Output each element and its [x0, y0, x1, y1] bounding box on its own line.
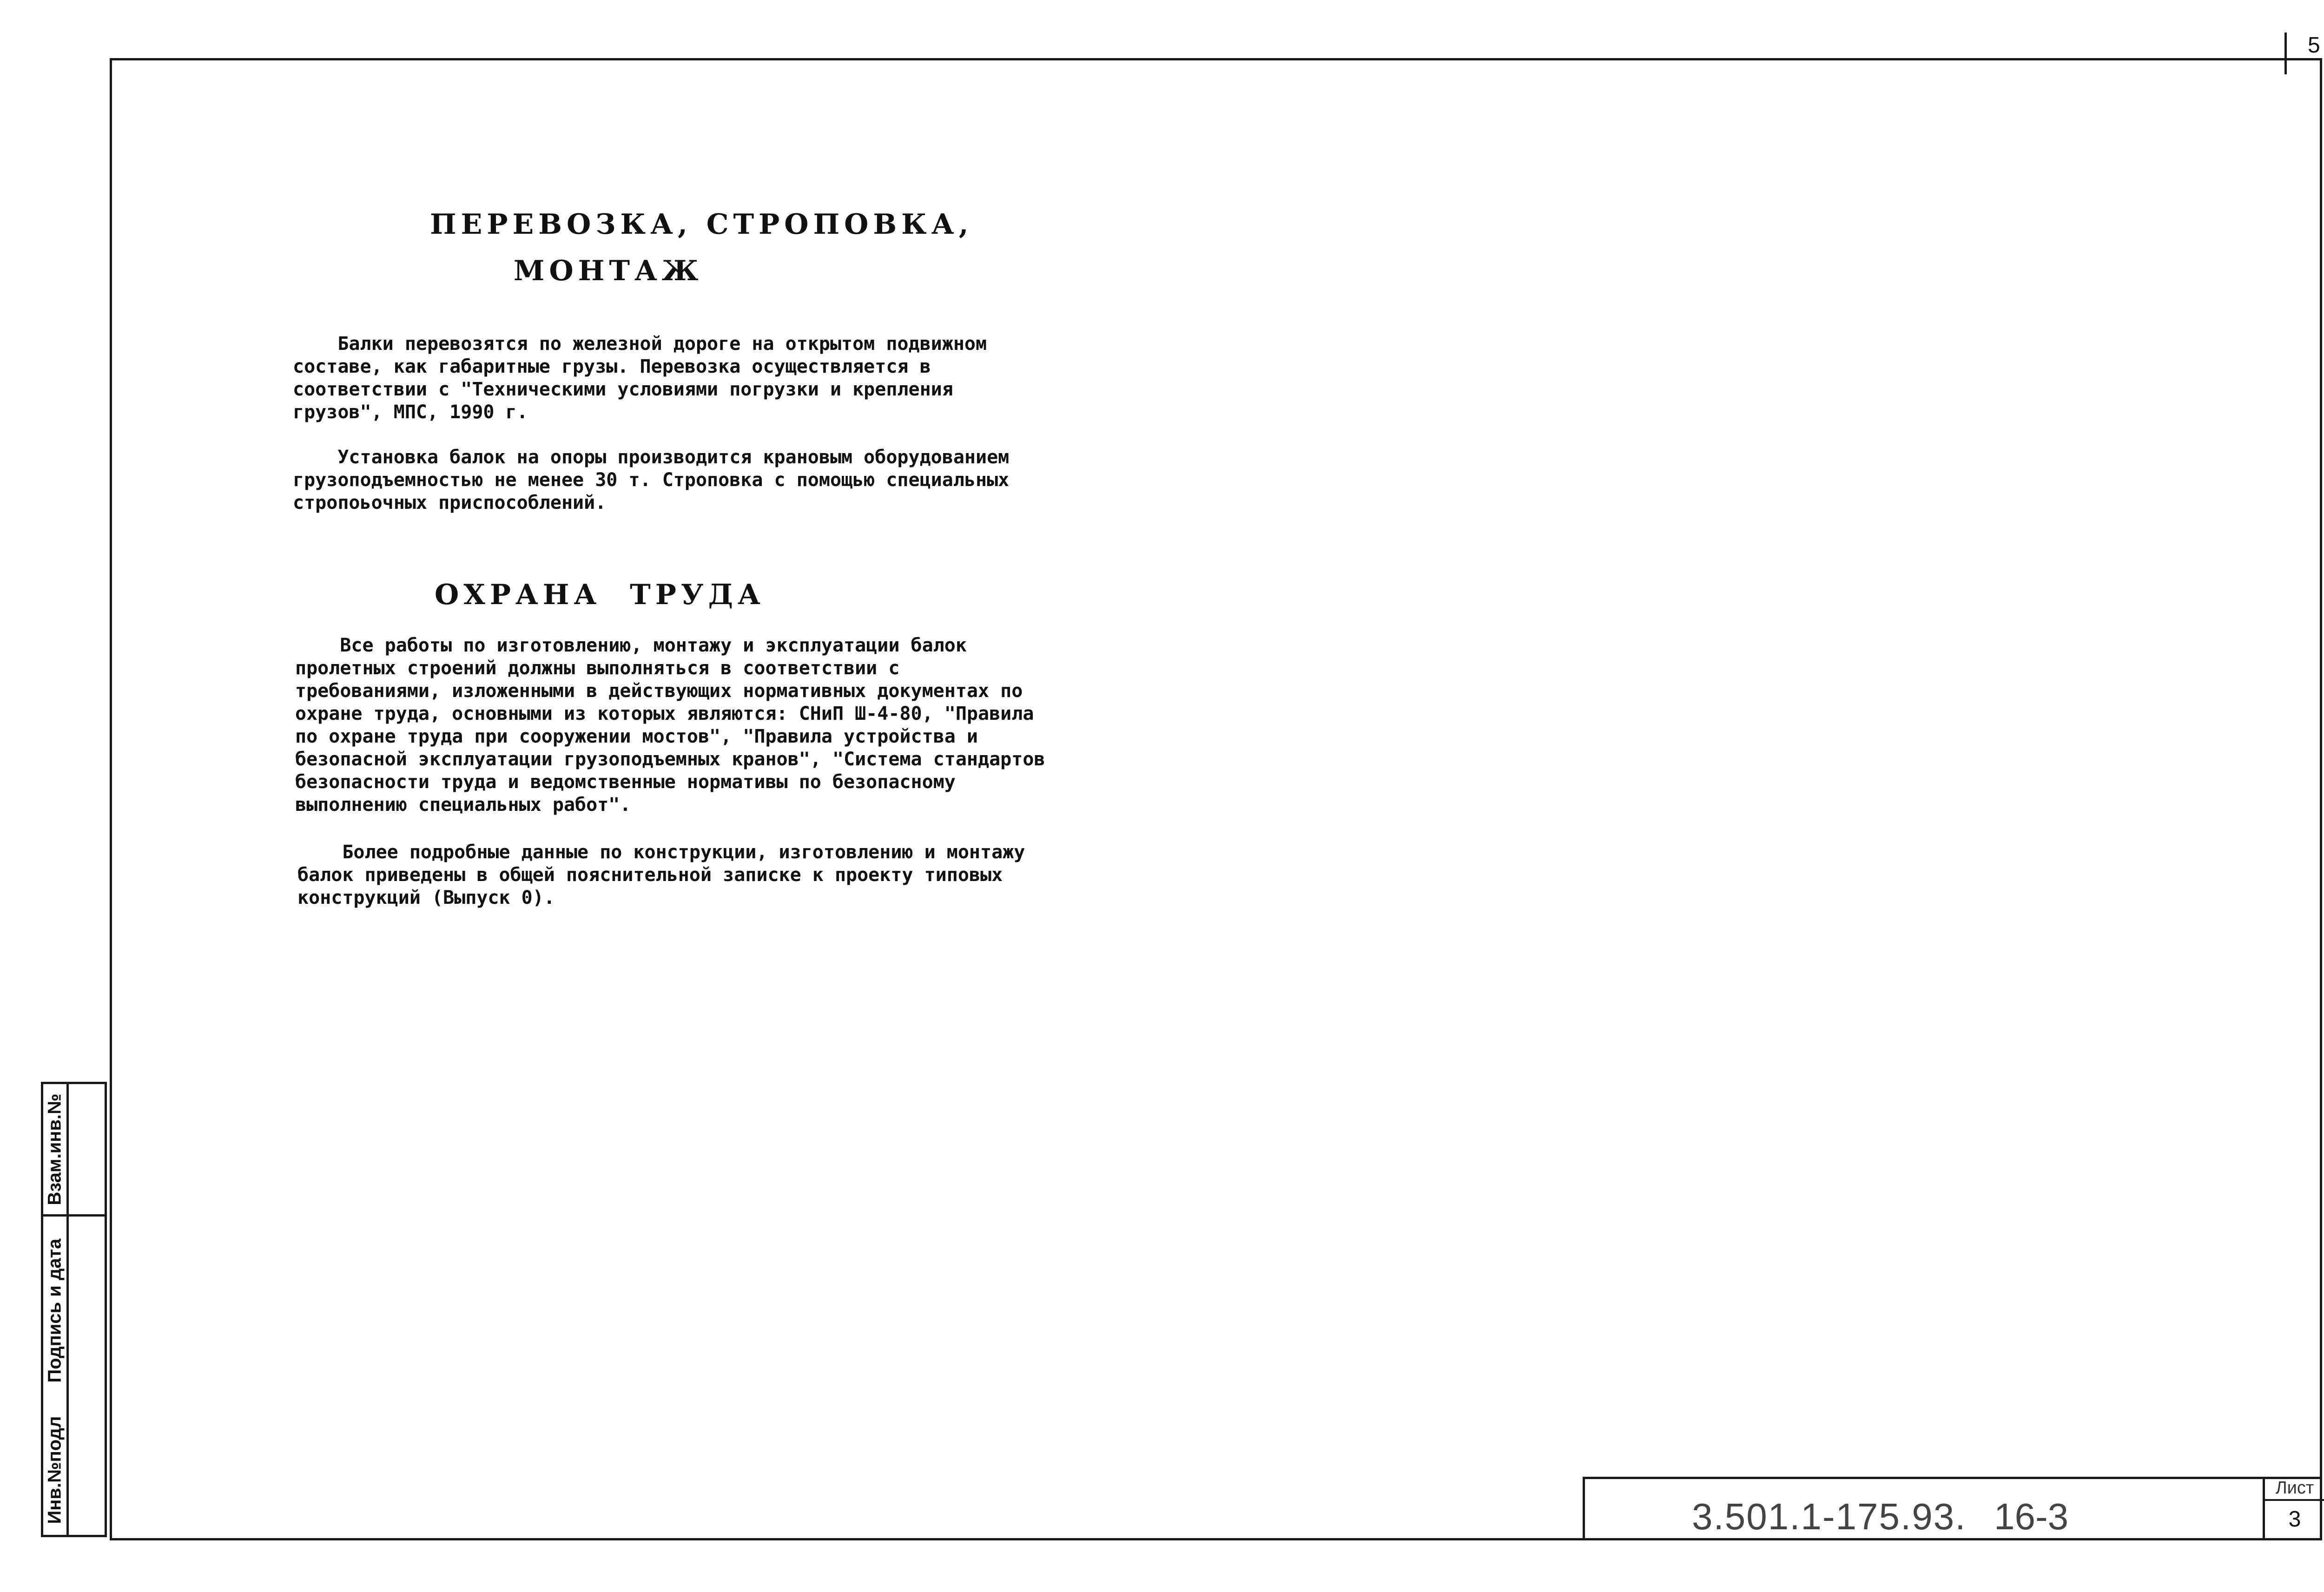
text-line: безопасной эксплуатации грузоподъемных кранов", "Система стандартов: [295, 749, 1045, 770]
stamp-cell-replaced: [43, 1084, 105, 1214]
text-line: балок приведены в общей пояснительной записке к проекту типовых: [297, 864, 1003, 886]
text-line: пролетных строений должны выполняться в соответствии с: [295, 658, 900, 679]
stamp-value-signature: [69, 1217, 105, 1405]
text-line: выполнению специальных работ".: [295, 794, 631, 816]
paragraph-more-info: [297, 841, 1320, 909]
page-number-divider: [2284, 33, 2287, 74]
title-block: [1583, 1477, 2322, 1540]
text-line: безопасности труда и ведомственные нормативы по безопасному: [295, 771, 956, 793]
stamp-label-signature: Подпись и дата: [44, 1238, 65, 1383]
heading-safety: ОХРАНА ТРУДА: [435, 579, 765, 611]
stamp-value-replaced: [69, 1084, 105, 1214]
text-line: Все работы по изготовлению, монтажу и эксплуатации балок: [295, 635, 967, 656]
sheet-box: [2263, 1477, 2324, 1540]
text-line: Балки перевозятся по железной дороге на открытом подвижном: [293, 333, 987, 355]
document-code: 3.501.1-175.93.: [1692, 1496, 1967, 1537]
stamp-cell-inv-no: [43, 1405, 105, 1535]
text-line: охране труда, основными из которых являются: СНиП Ш-4-80, "Правила: [295, 703, 1034, 724]
text-line: соответствии с "Техническими условиями погрузки и крепления: [293, 379, 953, 400]
page-number-top: 5: [2308, 33, 2320, 58]
stamp-cell-signature: [43, 1214, 105, 1405]
heading-transport: ПЕРЕВОЗКА, СТРОПОВКА,: [430, 208, 973, 241]
text-line: составе, как габаритные грузы. Перевозка осуществляется в: [293, 356, 931, 377]
stamp-label-replaced: Взам.инв.№: [44, 1093, 65, 1205]
paragraph-transport: [293, 333, 1315, 424]
document-suffix: 16-3: [1994, 1496, 2069, 1537]
text-line: грузов", МПС, 1990 г.: [293, 401, 528, 423]
side-stamp: [41, 1082, 107, 1537]
text-line: Более подробные данные по конструкции, изготовлению и монтажу: [297, 842, 1025, 863]
paragraph-installation: [293, 446, 1315, 514]
text-line: стропоьочных приспособлений.: [293, 492, 607, 513]
sheet-label: Лист: [2265, 1477, 2324, 1501]
paragraph-safety: [295, 634, 1318, 816]
text-line: по охране труда при сооружении мостов", "Правила устройства и: [295, 726, 978, 747]
text-line: Установка балок на опоры производится крановым оборудованием: [293, 447, 1010, 468]
sheet-number: 3: [2288, 1507, 2301, 1532]
heading-installation: МОНТАЖ: [514, 255, 703, 287]
stamp-value-inv-no: [69, 1405, 105, 1535]
text-line: требованиями, изложенными в действующих нормативных документах по: [295, 680, 1023, 702]
text-line: конструкций (Выпуск 0).: [297, 887, 555, 908]
text-line: грузоподъемностью не менее 30 т. Строповка с помощью специальных: [293, 469, 1010, 491]
stamp-label-inv-no: Инв.№подл: [44, 1415, 65, 1524]
